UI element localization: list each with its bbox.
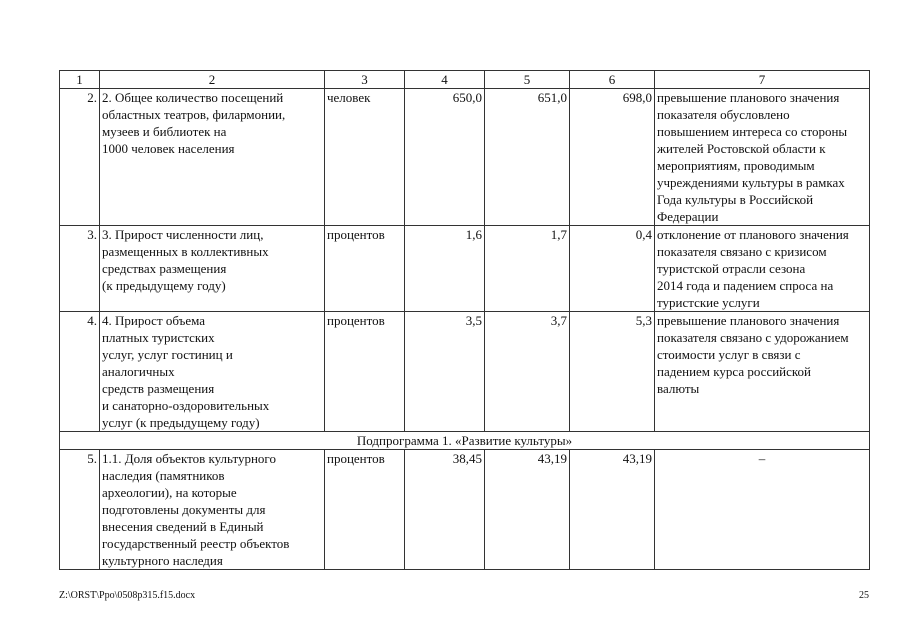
footer-file-path: Z:\ORST\Ppo\0508p315.f15.docx — [59, 590, 196, 601]
indicator-name: 3. Прирост численности лиц, размещенных в коллективных средствах размещения (к предыдущему году) — [100, 226, 325, 312]
subprogram-title: Подпрограмма 1. «Развитие культуры» — [60, 432, 870, 450]
table-row — [60, 450, 870, 570]
table-row — [60, 312, 870, 432]
fact-value: 3,7 — [485, 312, 570, 432]
plan-value: 3,5 — [405, 312, 485, 432]
header-cell: 4 — [405, 71, 485, 89]
indicator-name: 1.1. Доля объектов культурного наследия (памятников археологии), на которые подготовлены документы для внесения сведений в Единый государственный реестр объектов культурного наследия — [100, 450, 325, 570]
comment-cell: превышение планового значения показателя связано с удорожанием стоимости услуг в связи с падением курса российской валюты — [655, 312, 870, 432]
header-cell: 2 — [100, 71, 325, 89]
plan-value: 38,45 — [405, 450, 485, 570]
unit-cell: процентов — [325, 226, 405, 312]
header-cell: 1 — [60, 71, 100, 89]
fact-value: 43,19 — [485, 450, 570, 570]
unit-cell: человек — [325, 89, 405, 226]
report-table — [59, 70, 870, 570]
row-number: 4. — [60, 312, 100, 432]
row-number: 5. — [60, 450, 100, 570]
col6-value: 43,19 — [570, 450, 655, 570]
table-row — [60, 89, 870, 226]
header-cell: 3 — [325, 71, 405, 89]
unit-cell: процентов — [325, 312, 405, 432]
page-number: 25 — [859, 590, 869, 601]
header-cell: 6 — [570, 71, 655, 89]
header-cell: 5 — [485, 71, 570, 89]
comment-cell: – — [655, 450, 870, 570]
col6-value: 5,3 — [570, 312, 655, 432]
comment-cell: отклонение от планового значения показателя связано с кризисом туристской отрасли сезона 2014 года и падением спроса на туристские услуги — [655, 226, 870, 312]
row-number: 3. — [60, 226, 100, 312]
col6-value: 0,4 — [570, 226, 655, 312]
row-number: 2. — [60, 89, 100, 226]
fact-value: 651,0 — [485, 89, 570, 226]
subprogram-row — [60, 432, 870, 450]
indicator-name: 2. Общее количество посещений областных театров, филармонии, музеев и библиотек на 1000 человек населения — [100, 89, 325, 226]
plan-value: 650,0 — [405, 89, 485, 226]
table-row — [60, 226, 870, 312]
fact-value: 1,7 — [485, 226, 570, 312]
indicator-name: 4. Прирост объема платных туристских услуг, услуг гостиниц и аналогичных средств размещения и санаторно-оздоровительных услуг (к предыдущему году) — [100, 312, 325, 432]
plan-value: 1,6 — [405, 226, 485, 312]
unit-cell: процентов — [325, 450, 405, 570]
column-number-row — [60, 71, 870, 89]
header-cell: 7 — [655, 71, 870, 89]
col6-value: 698,0 — [570, 89, 655, 226]
comment-cell: превышение планового значения показателя обусловлено повышением интереса со стороны жителей Ростовской области к мероприятиям, проводимым учреждениями культуры в рамках Года культуры в Российской Федерации — [655, 89, 870, 226]
